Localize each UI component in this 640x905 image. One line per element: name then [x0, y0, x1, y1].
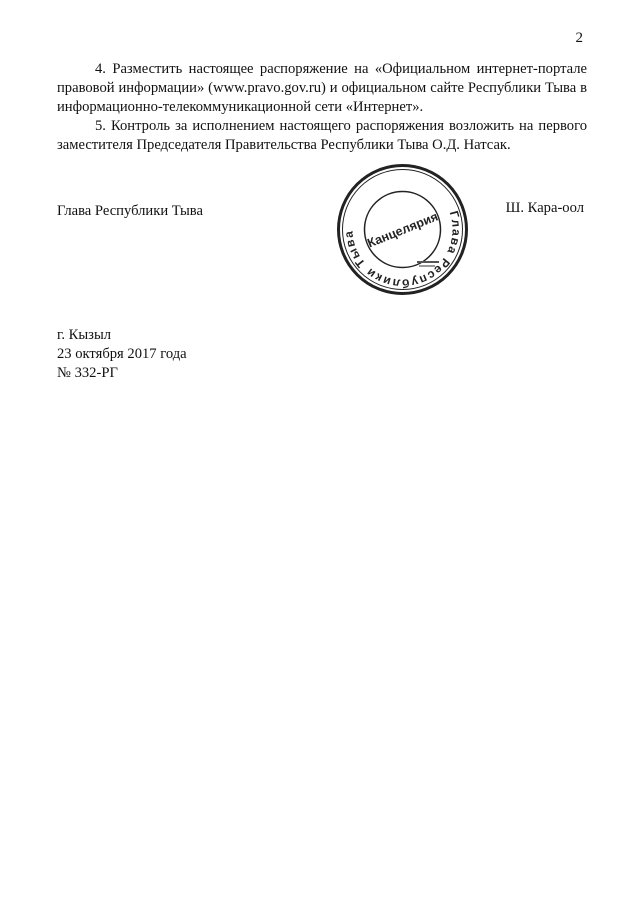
document-number: № 332-РГ	[57, 365, 118, 381]
svg-text:Глава Республики Тыва: Глава Республики Тыва	[341, 209, 464, 291]
document-footer	[57, 326, 187, 383]
official-stamp	[335, 162, 470, 297]
stamp-seal-icon	[335, 162, 470, 297]
document-date: 23 октября 2017 года	[57, 346, 187, 362]
svg-text:Канцелярия: Канцелярия	[365, 209, 440, 251]
signer-name: Ш. Кара-оол	[505, 200, 584, 216]
signer-title: Глава Республики Тыва	[57, 203, 203, 219]
page-number: 2	[575, 30, 583, 46]
city: г. Кызыл	[57, 327, 112, 343]
paragraph-5: 5. Контроль за исполнением настоящего распоряжения возложить на первого заместителя Председателя Правительства Республики Тыва О.Д. Натсак.	[57, 118, 587, 153]
paragraph-4: 4. Разместить настоящее распоряжение на «Официальном интернет-портале правовой информации» (www.pravo.gov.ru) и официальном сайте Республики Тыва в информационно-телекоммуникационной сети «Интернет».	[57, 61, 587, 115]
